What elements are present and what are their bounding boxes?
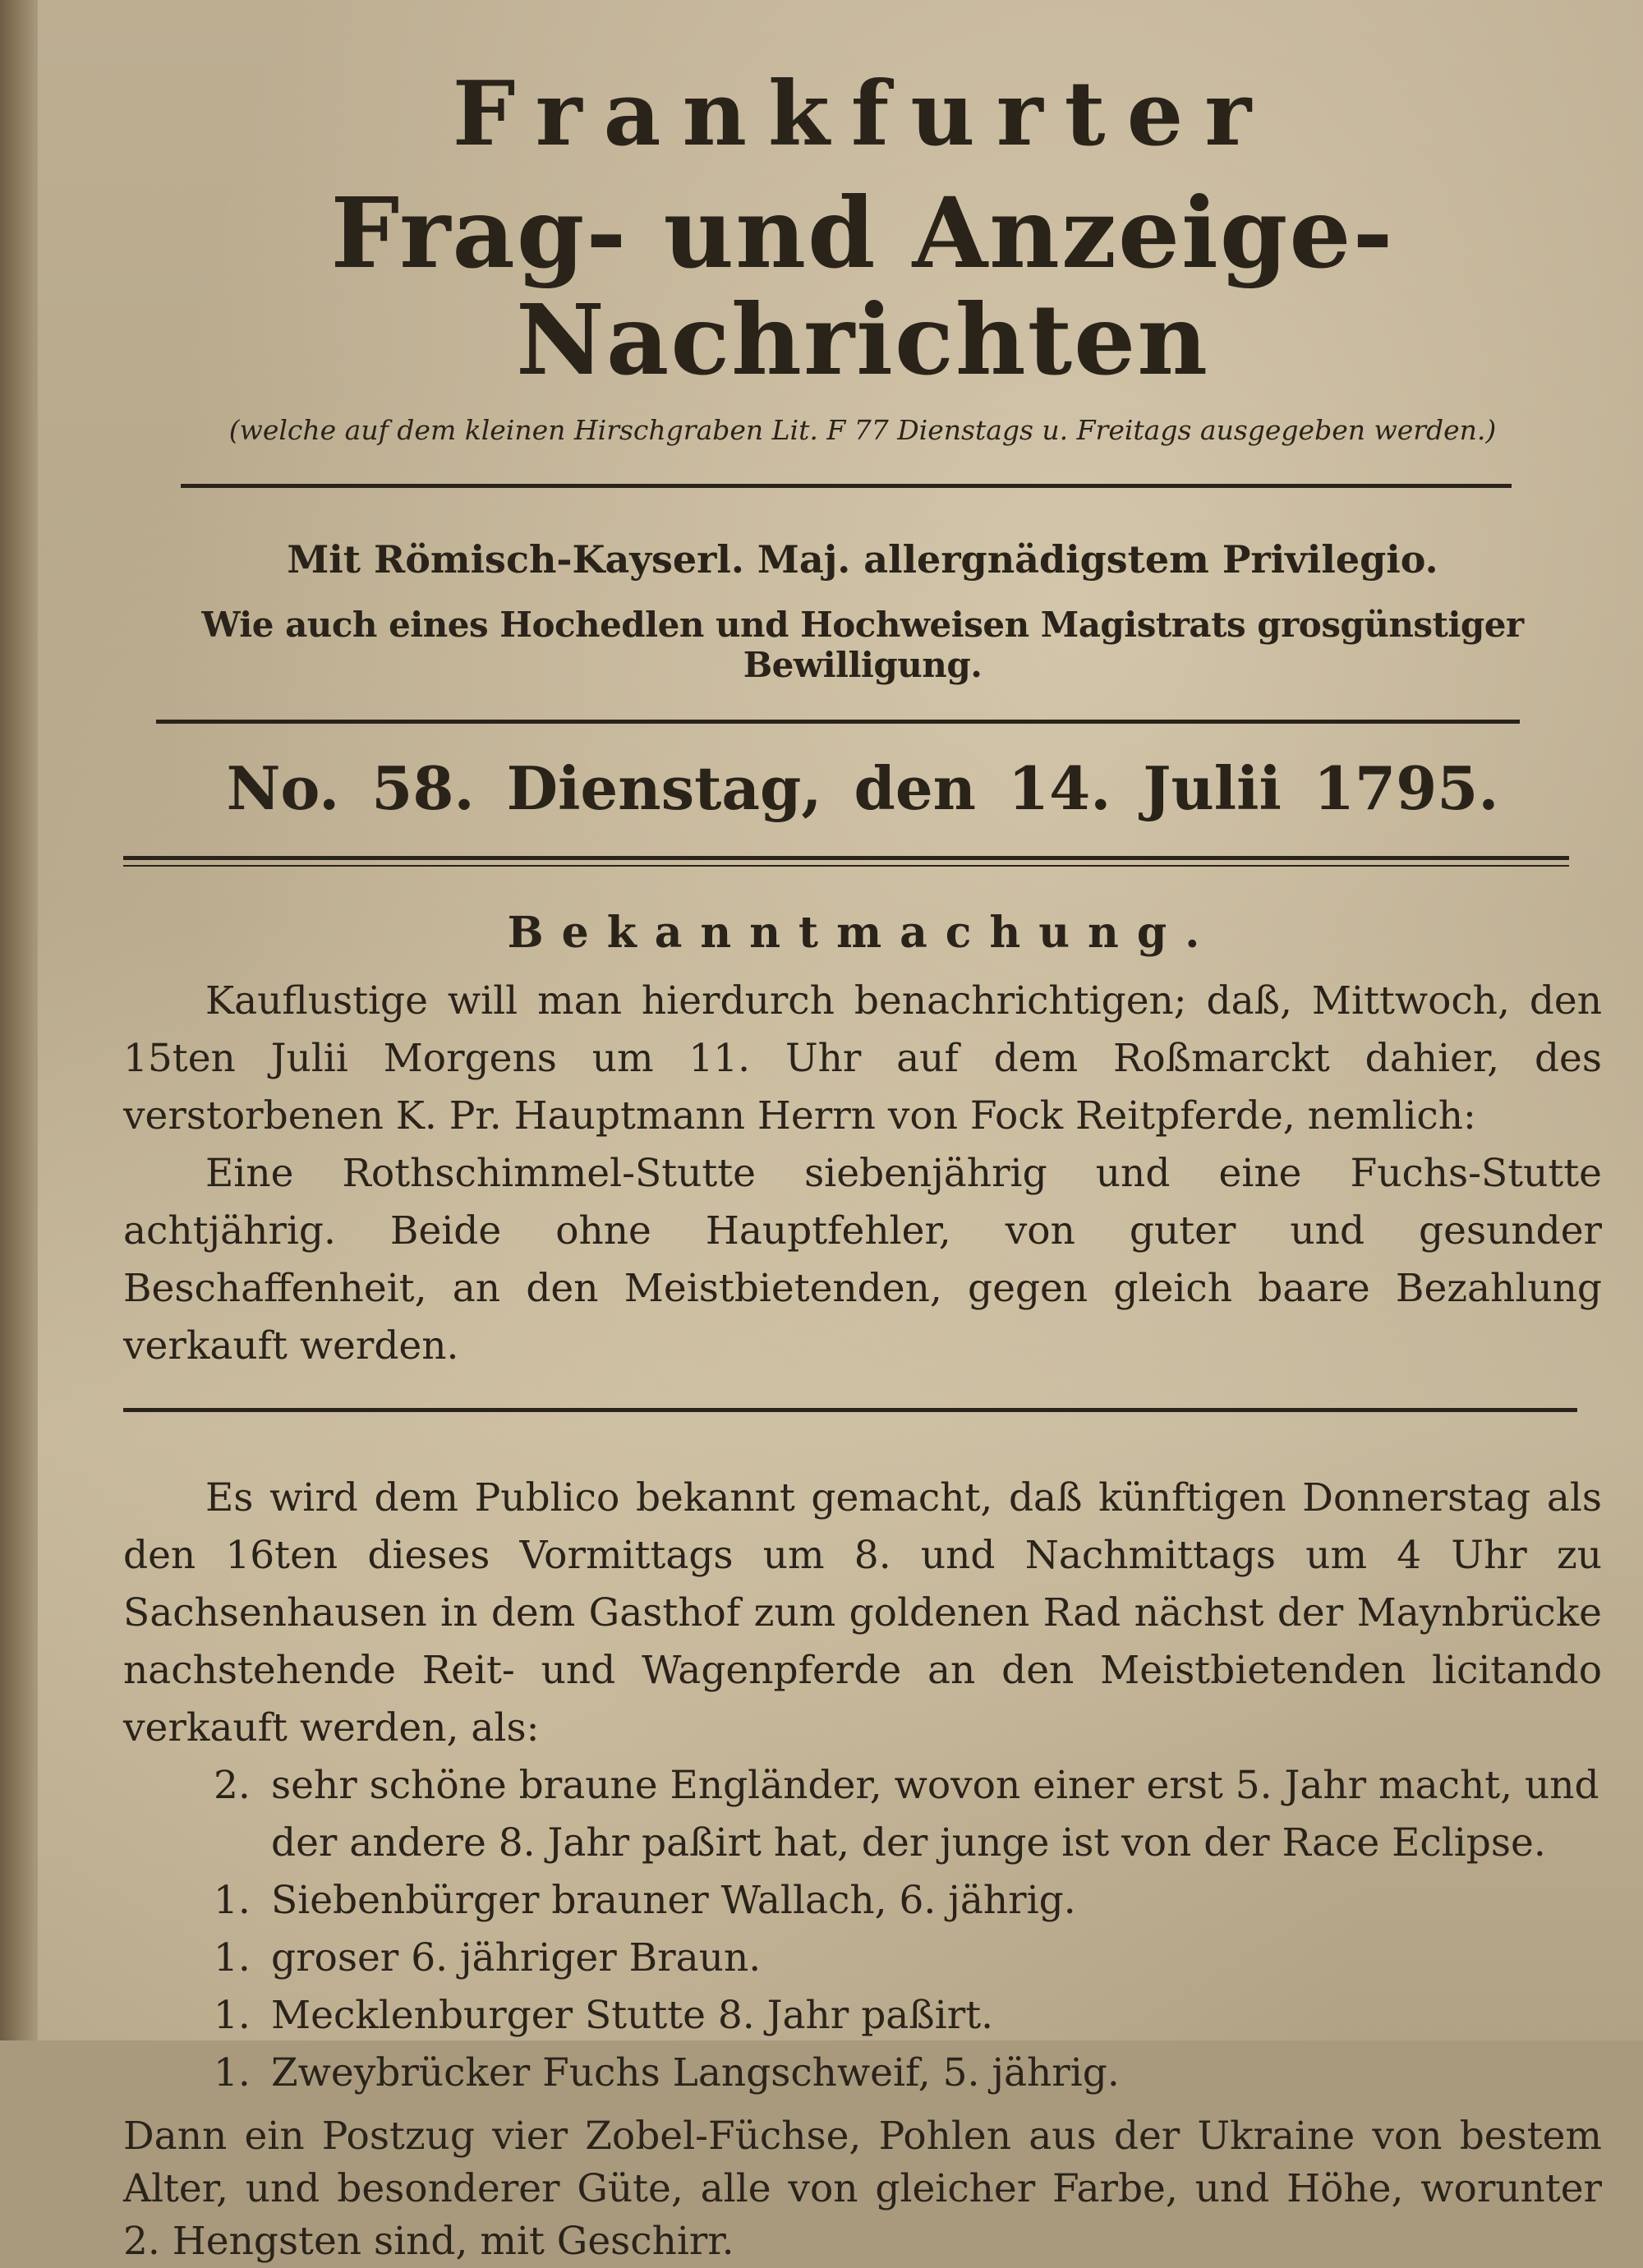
list-item: [214, 1757, 1602, 1872]
item-number: 1.: [214, 1993, 251, 2039]
divider-rule: [123, 856, 1569, 860]
list-item: [214, 1930, 1602, 1987]
list-item: [214, 2045, 1602, 2102]
divider-rule: [123, 1408, 1577, 1412]
book-binding-edge: [0, 0, 38, 2040]
item-text: Siebenbürger brauner Wallach, 6. jährig.: [271, 1878, 1076, 1924]
item-text: Zweybrücker Fuchs Langschweif, 5. jährig.: [271, 2050, 1120, 2096]
item-text: Mecklenburger Stutte 8. Jahr paßirt.: [271, 1993, 994, 2039]
privilege-line: Mit Römisch-Kayserl. Maj. allergnädigstem Privilegio.: [287, 537, 1438, 582]
page-content: [123, 49, 1602, 2268]
issue-line: No. 58. Dienstag, den 14. Julii 1795.: [226, 753, 1499, 824]
list-item: [214, 1987, 1602, 2045]
divider-rule-thin: [123, 865, 1569, 867]
divider-rule: [156, 720, 1520, 724]
notice-paragraph: Eine Rothschimmel-Stutte siebenjährig und eine Fuchs-Stutte achtjährig. Beide ohne Hauptfehler, von guter und gesunder Beschaffenheit, an den Meistbietenden, gegen gleich baare Bezahlung verkauft werden.: [123, 1151, 1602, 1369]
notice-paragraph: Kauflustige will man hierdurch benachrichtigen; daß, Mittwoch, den 15ten Julii Morgens um 11. Uhr auf dem Roßmarckt dahier, des verstorbenen K. Pr. Hauptmann Herrn von Fock Reitpferde, nemlich:: [123, 978, 1602, 1139]
item-number: 1.: [214, 1935, 251, 1981]
item-number: 1.: [214, 1878, 251, 1924]
masthead-city: Frankfurter: [452, 62, 1273, 166]
item-text: sehr schöne braune Engländer, wovon einer erst 5. Jahr macht, und: [271, 1763, 1599, 1809]
item-number: 1.: [214, 2050, 251, 2096]
item-continuation: der andere 8. Jahr paßirt hat, der junge ist von der Race Eclipse.: [271, 1820, 1546, 1866]
item-number: 2.: [214, 1763, 251, 1809]
notice-heading: Bekanntmachung.: [507, 908, 1218, 959]
item-text: groser 6. jähriger Braun.: [271, 1935, 762, 1981]
approval-line: Wie auch eines Hochedlen und Hochweisen Magistrats grosgünstiger Bewilligung.: [201, 605, 1524, 686]
divider-rule: [181, 484, 1512, 488]
sale-notice-tail: Dann ein Postzug vier Zobel-Füchse, Pohlen aus der Ukraine von bestem Alter, und besonderer Güte, alle von gleicher Farbe, und Höhe, worunter 2. Hengsten sind, mit Geschirr.: [123, 2114, 1602, 2265]
list-item: [214, 1872, 1602, 1930]
masthead-title: Frag- und Anzeige-Nachrichten: [330, 175, 1395, 397]
sale-notice-intro: Es wird dem Publico bekannt gemacht, daß künftigen Donnerstag als den 16ten dieses Vormittags um 8. und Nachmittags um 4 Uhr zu Sachsenhausen in dem Gasthof zum goldenen Rad nächst der Maynbrücke nachstehende Reit- und Wagenpferde an den Meistbietenden licitando verkauft werden, als:: [123, 1475, 1602, 1751]
masthead-subline: (welche auf dem kleinen Hirschgraben Lit. F 77 Dienstags u. Freitags ausgegeben werden.): [228, 414, 1497, 447]
